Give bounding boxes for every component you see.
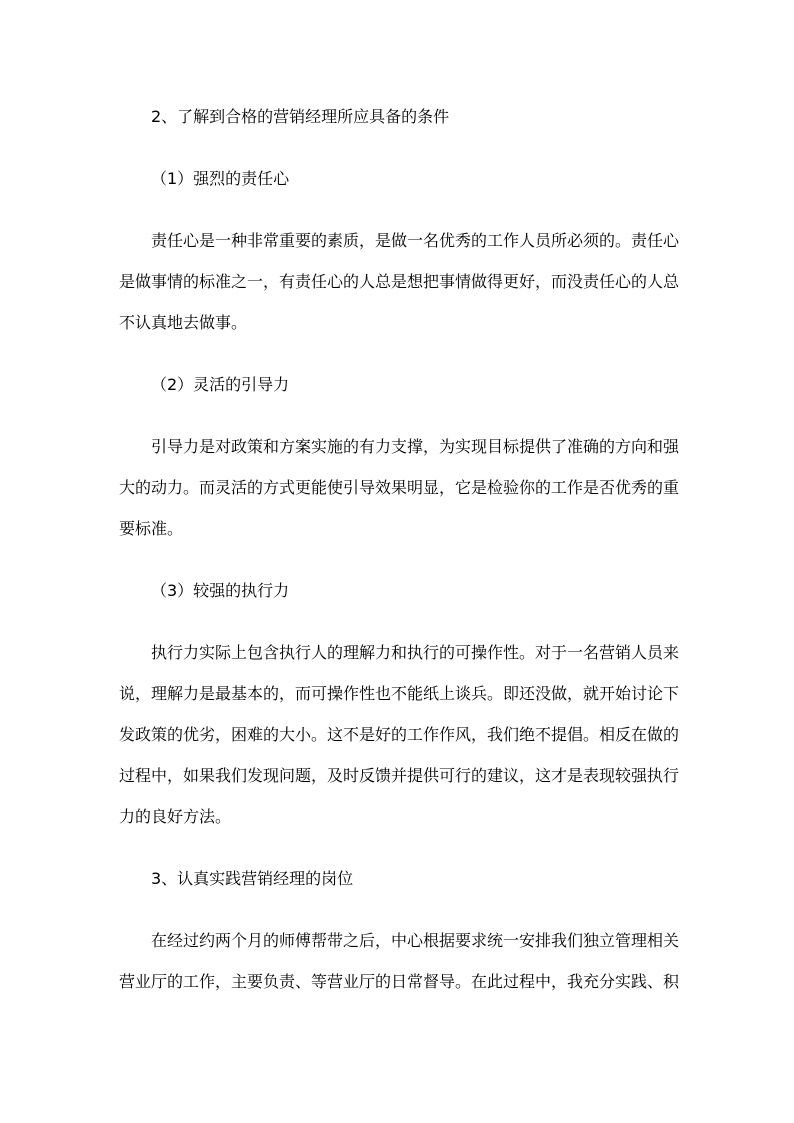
section-heading-3: 3、认真实践营销经理的岗位 bbox=[151, 869, 354, 888]
paragraph-line: 过程中，如果我们发现问题，及时反馈并提供可行的建议，这才是表现较强执行 bbox=[119, 766, 680, 785]
paragraph-line: 营业厅的工作，主要负责、等营业厅的日常督导。在此过程中，我充分实践、积 bbox=[119, 972, 680, 991]
section-heading-2: 2、了解到合格的营销经理所应具备的条件 bbox=[151, 107, 450, 126]
paragraph-line: 要标准。 bbox=[119, 519, 184, 538]
paragraph-line: 引导力是对政策和方案实施的有力支撑，为实现目标提供了准确的方向和强 bbox=[151, 437, 680, 456]
paragraph-line: 执行力实际上包含执行人的理解力和执行的可操作性。对于一名营销人员来 bbox=[151, 643, 680, 662]
paragraph-line: 是做事情的标准之一，有责任心的人总是想把事情做得更好，而没责任心的人总 bbox=[119, 272, 680, 291]
paragraph-line: 说，理解力是最基本的，而可操作性也不能纸上谈兵。即还没做，就开始讨论下 bbox=[119, 684, 680, 703]
paragraph-line: 责任心是一种非常重要的素质，是做一名优秀的工作人员所必须的。责任心 bbox=[151, 231, 680, 250]
paragraph-line: 大的动力。而灵活的方式更能使引导效果明显，它是检验你的工作是否优秀的重 bbox=[119, 478, 680, 497]
paragraph-line: 发政策的优劣，困难的大小。这不是好的工作作风，我们绝不提倡。相反在做的 bbox=[119, 725, 680, 744]
subheading-execution: （3）较强的执行力 bbox=[151, 581, 290, 600]
subheading-guidance: （2）灵活的引导力 bbox=[151, 375, 290, 394]
paragraph-line: 在经过约两个月的师傅帮带之后，中心根据要求统一安排我们独立管理相关 bbox=[151, 931, 680, 950]
paragraph-line: 力的良好方法。 bbox=[119, 807, 232, 826]
paragraph-line: 不认真地去做事。 bbox=[119, 313, 248, 332]
subheading-responsibility: （1）强烈的责任心 bbox=[151, 169, 290, 188]
